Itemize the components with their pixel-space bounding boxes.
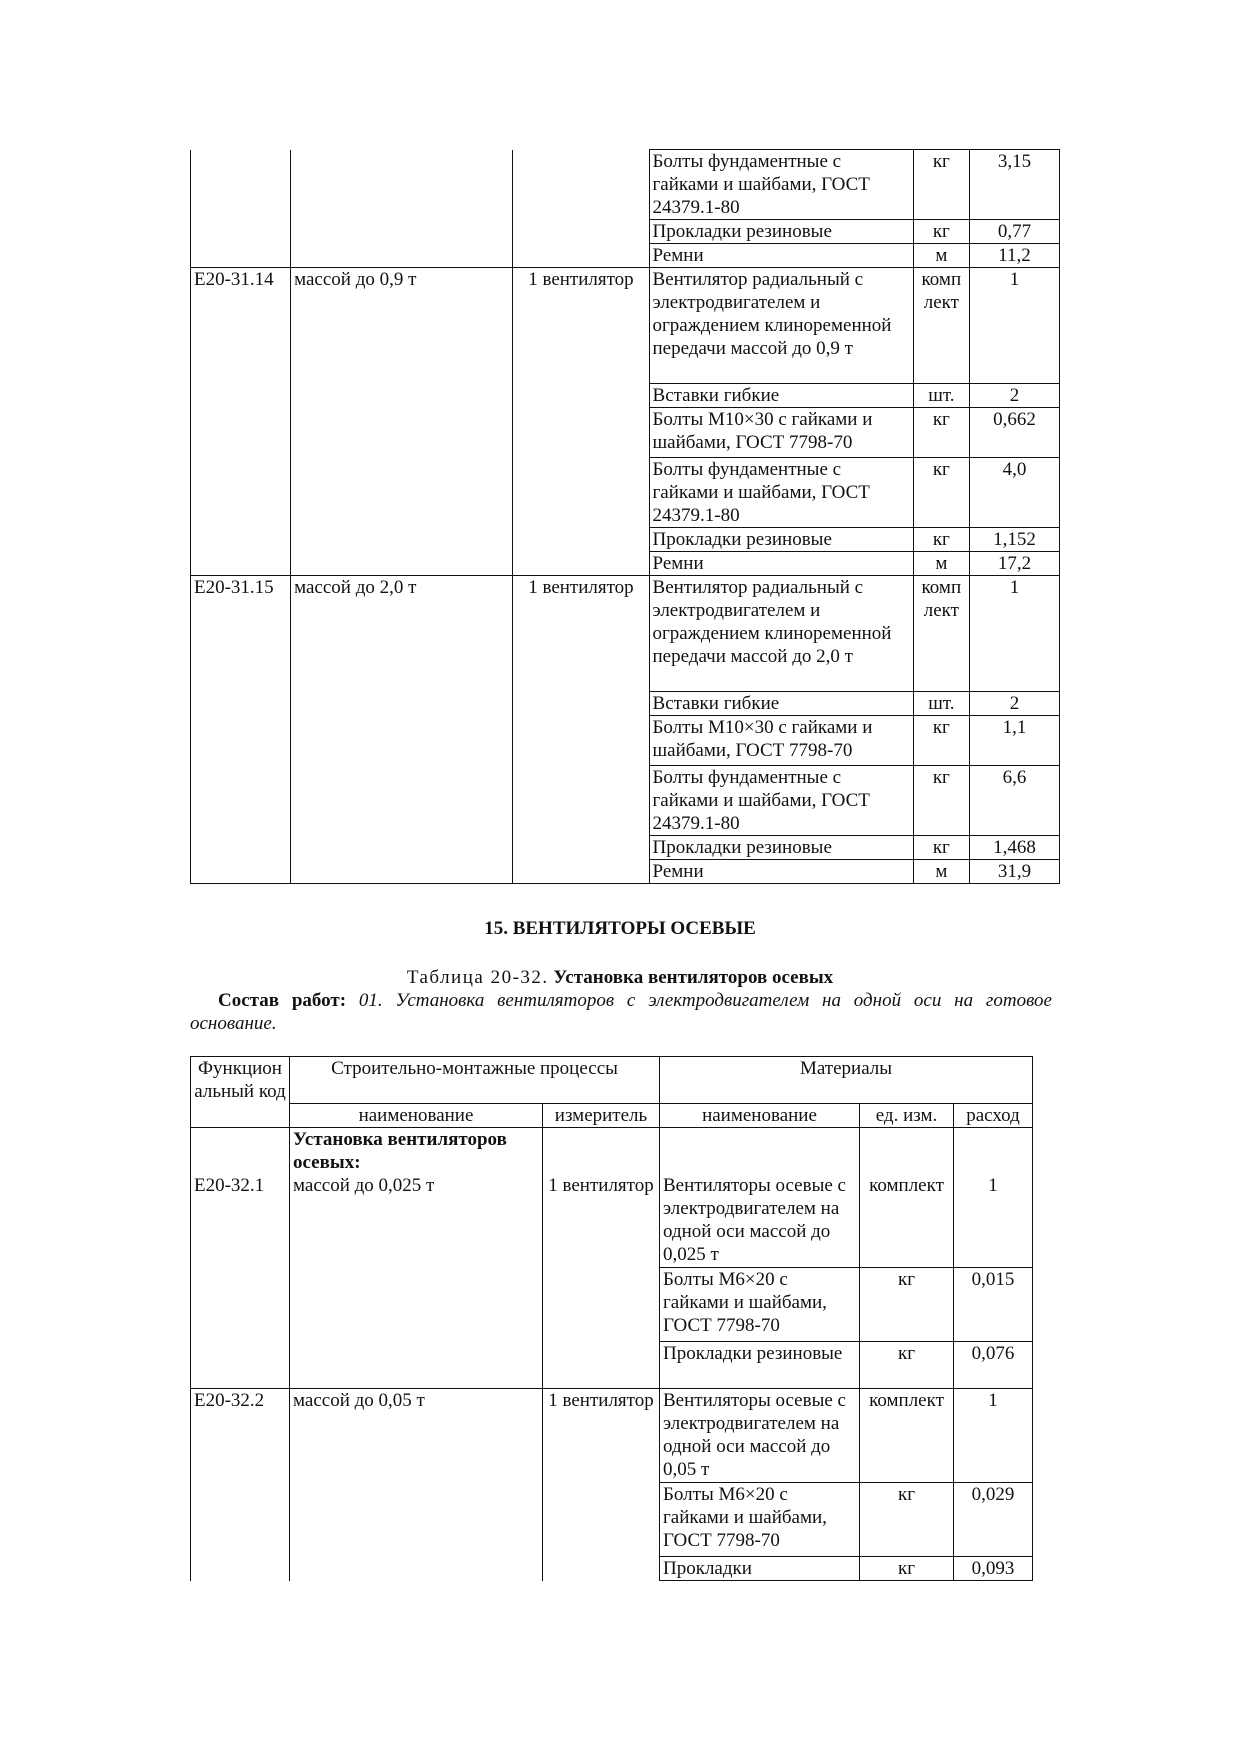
table-row xyxy=(191,528,1060,552)
name-cell xyxy=(291,552,513,576)
code-cell xyxy=(191,150,291,220)
measure-cell xyxy=(513,220,649,244)
table-row xyxy=(191,1483,1033,1557)
material-cell: Вентиляторы осевые с электродвигателем на одной оси массой до 0,05 т xyxy=(660,1389,860,1483)
unit-cell: кг xyxy=(913,150,969,220)
material-cell: Болты фундаментные с гайками и шайбами, ГОСТ 24379.1-80 xyxy=(649,150,913,220)
code-cell: Е20-32.1 xyxy=(191,1128,290,1268)
qty-cell: 1 xyxy=(969,576,1059,692)
material-cell: Вентилятор радиальный с электродвигателем и ограждением клиноременной передачи массой до 2,0 т xyxy=(649,576,913,692)
name-cell xyxy=(291,384,513,408)
measure-cell xyxy=(513,408,649,458)
name-cell xyxy=(291,860,513,884)
table-row xyxy=(191,576,1060,692)
measure-cell xyxy=(513,150,649,220)
table-row xyxy=(191,458,1060,528)
header-proc-name: наименование xyxy=(290,1104,543,1128)
name-cell xyxy=(290,1557,543,1581)
measure-cell: 1 вентилятор xyxy=(543,1389,660,1483)
table-row xyxy=(191,150,1060,220)
material-cell: Прокладки xyxy=(660,1557,860,1581)
code-cell xyxy=(191,1342,290,1389)
measure-cell xyxy=(543,1557,660,1581)
measure-cell xyxy=(513,384,649,408)
work-text: 01. Установка вентиляторов с электродвигателем на одной оси на готовое основание. xyxy=(190,990,1052,1034)
qty-cell: 31,9 xyxy=(969,860,1059,884)
table-row xyxy=(191,408,1060,458)
measure-cell: 1 вентилятор xyxy=(513,576,649,692)
qty-cell: 1 xyxy=(954,1128,1033,1268)
name-cell xyxy=(290,1483,543,1557)
unit-cell: шт. xyxy=(913,384,969,408)
qty-cell: 11,2 xyxy=(969,244,1059,268)
table-row xyxy=(191,268,1060,384)
name-cell xyxy=(291,716,513,766)
axial-fans-table xyxy=(190,1056,1033,1581)
name-cell xyxy=(290,1268,543,1342)
unit-cell: кг xyxy=(913,408,969,458)
material-cell: Прокладки резиновые xyxy=(649,836,913,860)
qty-cell: 0,015 xyxy=(954,1268,1033,1342)
header-row xyxy=(191,1104,1033,1128)
unit-cell: м xyxy=(913,552,969,576)
code-cell xyxy=(191,766,291,836)
qty-cell: 1,1 xyxy=(969,716,1059,766)
code-cell xyxy=(191,220,291,244)
qty-cell: 1,468 xyxy=(969,836,1059,860)
unit-cell: кг xyxy=(860,1268,954,1342)
code-cell xyxy=(191,860,291,884)
table-row xyxy=(191,836,1060,860)
measure-cell xyxy=(543,1342,660,1389)
table-row xyxy=(191,1128,1033,1268)
unit-cell: м xyxy=(913,860,969,884)
unit-cell: комплект xyxy=(860,1128,954,1268)
name-cell xyxy=(291,766,513,836)
code-cell xyxy=(191,716,291,766)
code-cell xyxy=(191,528,291,552)
qty-cell: 4,0 xyxy=(969,458,1059,528)
material-cell: Болты фундаментные с гайками и шайбами, ГОСТ 24379.1-80 xyxy=(649,458,913,528)
table-row xyxy=(191,384,1060,408)
name-cell xyxy=(291,150,513,220)
header-proc-measure: измеритель xyxy=(543,1104,660,1128)
qty-cell: 0,093 xyxy=(954,1557,1033,1581)
name-cell xyxy=(291,528,513,552)
qty-cell: 0,77 xyxy=(969,220,1059,244)
table-row xyxy=(191,1268,1033,1342)
measure-cell xyxy=(513,552,649,576)
material-cell: Болты М10×30 с гайками и шайбами, ГОСТ 7798-70 xyxy=(649,716,913,766)
header-mat-qty: расход xyxy=(954,1104,1033,1128)
table-row xyxy=(191,1557,1033,1581)
name-cell: массой до 0,9 т xyxy=(291,268,513,384)
code-cell xyxy=(191,836,291,860)
measure-cell xyxy=(513,860,649,884)
table-row xyxy=(191,766,1060,836)
material-cell: Ремни xyxy=(649,244,913,268)
code-cell xyxy=(191,408,291,458)
header-mat-unit: ед. изм. xyxy=(860,1104,954,1128)
qty-cell: 1 xyxy=(969,268,1059,384)
unit-cell: кг xyxy=(913,766,969,836)
code-cell xyxy=(191,384,291,408)
measure-cell xyxy=(513,528,649,552)
material-cell: Прокладки резиновые xyxy=(660,1342,860,1389)
qty-cell: 6,6 xyxy=(969,766,1059,836)
qty-cell: 0,029 xyxy=(954,1483,1033,1557)
unit-cell: кг xyxy=(913,220,969,244)
measure-cell xyxy=(513,716,649,766)
header-mat-name: наименование xyxy=(660,1104,860,1128)
qty-cell: 0,076 xyxy=(954,1342,1033,1389)
material-cell: Болты М10×30 с гайками и шайбами, ГОСТ 7798-70 xyxy=(649,408,913,458)
work-label: Состав работ: xyxy=(218,990,347,1011)
code-cell xyxy=(191,1268,290,1342)
table-row xyxy=(191,860,1060,884)
fan-radial-table-continued xyxy=(190,149,1060,884)
qty-cell: 2 xyxy=(969,692,1059,716)
table-row xyxy=(191,220,1060,244)
measure-cell: 1 вентилятор xyxy=(543,1128,660,1268)
material-cell: Ремни xyxy=(649,860,913,884)
table-number: Таблица 20-32. xyxy=(406,967,549,988)
unit-cell: кг xyxy=(860,1342,954,1389)
code-cell xyxy=(191,1483,290,1557)
qty-cell: 2 xyxy=(969,384,1059,408)
header-code: Функцион альный код xyxy=(191,1057,290,1128)
unit-cell: кг xyxy=(860,1483,954,1557)
group-title: Установка вентиляторов осевых: xyxy=(293,1129,507,1173)
table-title: Установка вентиляторов осевых xyxy=(553,967,834,988)
unit-cell: кг xyxy=(913,458,969,528)
name-cell xyxy=(291,244,513,268)
unit-cell: кг xyxy=(913,528,969,552)
name-cell xyxy=(291,458,513,528)
unit-cell: комп лект xyxy=(913,268,969,384)
unit-cell: кг xyxy=(913,716,969,766)
table-row xyxy=(191,1389,1033,1483)
code-cell: Е20-31.14 xyxy=(191,268,291,384)
table-row xyxy=(191,552,1060,576)
material-cell: Болты М6×20 с гайками и шайбами, ГОСТ 7798-70 xyxy=(660,1483,860,1557)
name-cell: Установка вентиляторов осевых: массой до 0,025 т xyxy=(290,1128,543,1268)
unit-cell: м xyxy=(913,244,969,268)
material-cell: Вентилятор радиальный с электродвигателем и ограждением клиноременной передачи массой до 0,9 т xyxy=(649,268,913,384)
measure-cell xyxy=(513,836,649,860)
table-caption xyxy=(0,966,1240,989)
table-row xyxy=(191,244,1060,268)
table-row xyxy=(191,692,1060,716)
unit-cell: комплект xyxy=(860,1389,954,1483)
header-processes: Строительно-монтажные процессы xyxy=(290,1057,660,1104)
name-cell xyxy=(290,1342,543,1389)
material-cell: Прокладки резиновые xyxy=(649,528,913,552)
qty-cell: 3,15 xyxy=(969,150,1059,220)
table-row xyxy=(191,716,1060,766)
qty-cell: 1,152 xyxy=(969,528,1059,552)
measure-cell xyxy=(513,458,649,528)
code-cell xyxy=(191,244,291,268)
qty-cell: 1 xyxy=(954,1389,1033,1483)
material-cell: Болты фундаментные с гайками и шайбами, ГОСТ 24379.1-80 xyxy=(649,766,913,836)
measure-cell xyxy=(513,766,649,836)
work-composition xyxy=(190,989,1052,1035)
code-cell: Е20-32.2 xyxy=(191,1389,290,1483)
material-cell: Болты М6×20 с гайками и шайбами, ГОСТ 7798-70 xyxy=(660,1268,860,1342)
table-row xyxy=(191,1342,1033,1389)
measure-cell xyxy=(543,1268,660,1342)
name-cell xyxy=(291,220,513,244)
unit-cell: кг xyxy=(913,836,969,860)
name-cell: массой до 2,0 т xyxy=(291,576,513,692)
name-cell xyxy=(291,408,513,458)
unit-cell: шт. xyxy=(913,692,969,716)
code-cell: Е20-31.15 xyxy=(191,576,291,692)
measure-cell xyxy=(513,244,649,268)
code-cell xyxy=(191,692,291,716)
material-cell: Прокладки резиновые xyxy=(649,220,913,244)
name-cell xyxy=(291,692,513,716)
qty-cell: 0,662 xyxy=(969,408,1059,458)
unit-cell: комп лект xyxy=(913,576,969,692)
code-cell xyxy=(191,1557,290,1581)
unit-cell: кг xyxy=(860,1557,954,1581)
measure-cell xyxy=(543,1483,660,1557)
section-heading: 15. ВЕНТИЛЯТОРЫ ОСЕВЫЕ xyxy=(484,918,756,939)
material-cell: Вставки гибкие xyxy=(649,384,913,408)
material-cell: Вставки гибкие xyxy=(649,692,913,716)
header-row xyxy=(191,1057,1033,1104)
header-materials: Материалы xyxy=(660,1057,1033,1104)
code-cell xyxy=(191,458,291,528)
measure-cell: 1 вентилятор xyxy=(513,268,649,384)
name-cell: массой до 0,05 т xyxy=(290,1389,543,1483)
qty-cell: 17,2 xyxy=(969,552,1059,576)
material-cell: Вентиляторы осевые с электродвигателем на одной оси массой до 0,025 т xyxy=(660,1128,860,1268)
measure-cell xyxy=(513,692,649,716)
material-cell: Ремни xyxy=(649,552,913,576)
name-cell xyxy=(291,836,513,860)
code-cell xyxy=(191,552,291,576)
